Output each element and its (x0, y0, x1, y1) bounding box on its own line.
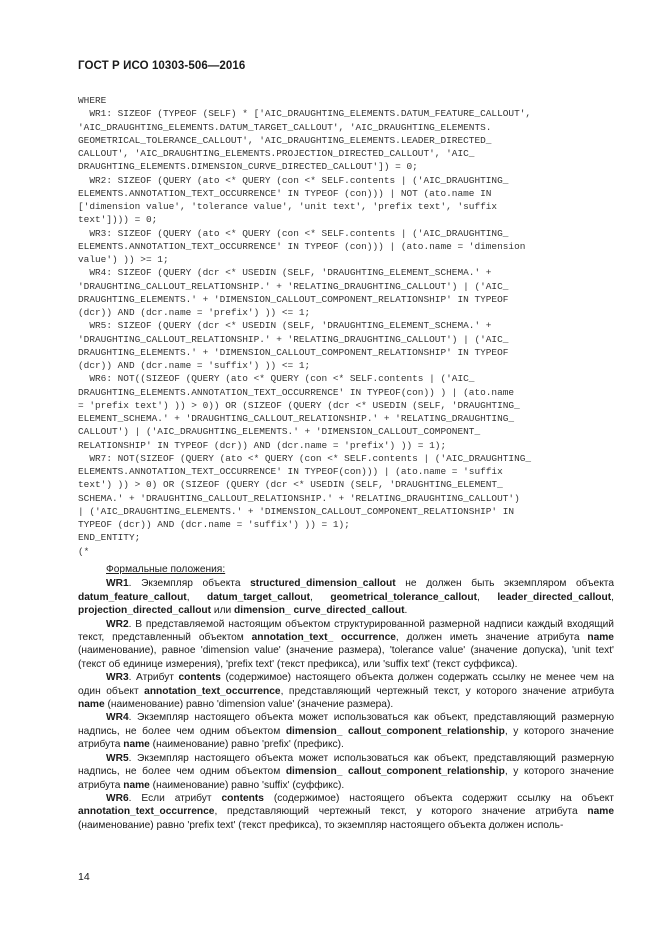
code-line: (dcr)) AND (dcr.name = 'prefix') )) <= 1; (78, 307, 311, 318)
text-run: , представляющий чертежный текст, у которого значение атрибута (280, 685, 615, 697)
code-line: WR5: SIZEOF (QUERY (dcr <* USEDIN (SELF, 'DRAUGHTING_ELEMENT_SCHEMA.' + (78, 320, 492, 332)
bold-term: dimension_ curve_directed_callout (234, 605, 405, 617)
text-run: (содержимое) настоящего объекта содержит ссылку на объект (263, 792, 614, 804)
code-line: ELEMENTS.ANNOTATION_TEXT_OCCURRENCE' IN TYPEOF (con))) | NOT (ato.name IN (78, 187, 492, 199)
bold-term: projection_directed_callout (78, 605, 212, 617)
text-run: . Атрибут (128, 672, 179, 684)
code-line: WR4: SIZEOF (QUERY (dcr <* USEDIN (SELF, 'DRAUGHTING_ELEMENT_SCHEMA.' + (78, 267, 492, 279)
text-run: . (404, 605, 408, 617)
code-line: DRAUGHTING_ELEMENTS.ANNOTATION_TEXT_OCCURRENCE' IN TYPEOF(con)) ) | (ato.name (78, 386, 515, 398)
code-line: 'DRAUGHTING_CALLOUT_RELATIONSHIP.' + 'RELATING_DRAUGHTING_CALLOUT') | ('AIC_ (78, 280, 509, 292)
page-number: 14 (78, 871, 90, 883)
code-line: text']))) = 0; (78, 214, 158, 226)
text-run: . В представляемой настоящим объектом структурированной размерной надписи каждый входящий текст, представленный объектом (78, 618, 614, 644)
bold-term: name (587, 806, 614, 818)
bold-term: contents (178, 672, 221, 684)
bold-term: leader_directed_callout (497, 591, 612, 603)
bold-term: WR6 (106, 792, 129, 804)
text-run: , (310, 591, 331, 603)
code-line: SCHEMA.' + 'DRAUGHTING_CALLOUT_RELATIONSHIP.' + 'RELATING_DRAUGHTING_CALLOUT') (78, 492, 520, 504)
bold-term: WR5 (106, 752, 129, 764)
code-line: ELEMENTS.ANNOTATION_TEXT_OCCURRENCE' IN TYPEOF (con))) | (ato.name = 'dimension (78, 240, 526, 252)
text-run: , у которого значение атрибута (78, 766, 614, 791)
code-line: (* (78, 545, 90, 557)
code-line: DRAUGHTING_ELEMENTS.' + 'DIMENSION_CALLOUT_COMPONENT_RELATIONSHIP' IN TYPEOF (78, 346, 509, 358)
text-run: , должен иметь значение атрибута (395, 632, 588, 644)
code-line: | ('AIC_DRAUGHTING_ELEMENTS.' + 'DIMENSION_CALLOUT_COMPONENT_RELATIONSHIP' IN (78, 505, 515, 517)
bold-term: structured_dimension_callout (250, 578, 396, 590)
text-run: , у которого значение атрибута (78, 725, 614, 751)
text-run: , (611, 591, 614, 603)
code-line: ELEMENTS.ANNOTATION_TEXT_OCCURRENCE' IN TYPEOF(con))) | (ato.name = 'suffix (78, 466, 503, 477)
bold-term: WR1 (106, 578, 129, 590)
code-line: CALLOUT') | ('AIC_DRAUGHTING_ELEMENTS.' + 'DIMENSION_CALLOUT_COMPONENT_ (78, 426, 481, 438)
code-line: 'AIC_DRAUGHTING_ELEMENTS.DATUM_TARGET_CALLOUT', 'AIC_DRAUGHTING_ELEMENTS. (78, 121, 492, 133)
bold-term: name (78, 699, 105, 711)
code-line: WR2: SIZEOF (QUERY (ato <* QUERY (con <* SELF.contents | ('AIC_DRAUGHTING_ (78, 174, 509, 186)
code-line: GEOMETRICAL_TOLERANCE_CALLOUT', 'AIC_DRAUGHTING_ELEMENTS.LEADER_DIRECTED_ (78, 134, 492, 146)
code-line: WR3: SIZEOF (QUERY (ato <* QUERY (con <* SELF.contents | ('AIC_DRAUGHTING_ (78, 227, 509, 239)
code-line: END_ENTITY; (78, 532, 141, 544)
rule-wr2 (78, 618, 614, 672)
bold-term: name (123, 779, 150, 791)
rule-wr1 (78, 577, 614, 617)
rule-wr4 (78, 711, 614, 751)
express-code-block (78, 94, 618, 558)
code-line: text') )) > 0) OR (SIZEOF (QUERY (dcr <* USEDIN (SELF, 'DRAUGHTING_ELEMENT_ (78, 479, 503, 491)
bold-term: WR3 (106, 672, 129, 684)
text-run: (наименование), равное 'dimension value' (значение размера), 'tolerance value' (значение допуска), 'unit text' (текст об единице измерения), 'prefix text' (текст префикса), или 'suffix text' (текст суффикса). (78, 645, 614, 670)
code-line: RELATIONSHIP' IN TYPEOF (dcr)) AND (dcr.name = 'prefix') )) = 1); (78, 439, 447, 451)
bold-term: annotation_text_ occurrence (251, 632, 396, 644)
bold-term: name (123, 739, 150, 751)
code-line: value') )) >= 1; (78, 254, 169, 265)
code-line: WHERE (78, 95, 107, 106)
text-run: , (186, 591, 208, 603)
bold-term: annotation_text_occurrence (78, 806, 215, 818)
code-line: = 'prefix text') )) > 0)) OR (SIZEOF (QUERY (dcr <* USEDIN (SELF, 'DRAUGHTING_ (78, 399, 520, 411)
bold-term: dimension_ callout_component_relationship (285, 766, 505, 778)
rule-wr6 (78, 792, 614, 832)
text-run: . Экземпляр настоящего объекта может использоваться как объект, представляющий размерную надпись, не более чем одним объектом (78, 712, 614, 737)
text-run: (наименование) равно 'dimension value' (значение размера). (104, 699, 394, 711)
text-run: или (211, 605, 235, 617)
code-line: CALLOUT', 'AIC_DRAUGHTING_ELEMENTS.PROJECTION_DIRECTED_CALLOUT', 'AIC_ (78, 148, 475, 159)
bold-term: geometrical_tolerance_callout (330, 591, 478, 603)
bold-term: datum_feature_callout (78, 591, 187, 603)
code-line: 'DRAUGHTING_CALLOUT_RELATIONSHIP.' + 'RELATING_DRAUGHTING_CALLOUT') | ('AIC_ (78, 333, 509, 345)
code-line: DRAUGHTING_ELEMENTS.DIMENSION_CURVE_DIRECTED_CALLOUT']) = 0; (78, 161, 418, 173)
bold-term: name (587, 632, 614, 644)
text-run: (наименование) равно 'prefix text' (текст префикса), то экземпляр настоящего объекта должен исполь- (78, 819, 564, 831)
rule-wr3 (78, 671, 614, 711)
formal-propositions-heading: Формальные положения: (106, 564, 226, 575)
bold-term: dimension_ callout_component_relationship (285, 725, 505, 737)
bold-term: annotation_text_occurrence (144, 685, 281, 697)
text-run: (наименование) равно 'suffix' (суффикс). (149, 779, 345, 791)
text-run: , представляющий чертежный текст, у которого значение атрибута (214, 806, 588, 818)
text-run: не должен быть экземпляром объекта (395, 578, 614, 590)
text-run: (наименование) равно 'prefix' (префикс). (149, 739, 344, 751)
formal-propositions (78, 563, 614, 832)
bold-term: WR2 (106, 618, 129, 630)
code-line: ['dimension value', 'tolerance value', 'unit text', 'prefix text', 'suffix (78, 201, 498, 212)
code-line: WR7: NOT(SIZEOF (QUERY (ato <* QUERY (con <* SELF.contents | ('AIC_DRAUGHTING_ (78, 452, 532, 464)
text-run: . Если атрибут (128, 792, 222, 804)
code-line: (dcr)) AND (dcr.name = 'suffix') )) <= 1; (78, 360, 311, 371)
code-line: DRAUGHTING_ELEMENTS.' + 'DIMENSION_CALLOUT_COMPONENT_RELATIONSHIP' IN TYPEOF (78, 293, 509, 305)
document-header: ГОСТ Р ИСО 10303-506—2016 (78, 60, 246, 72)
code-line: TYPEOF (dcr)) AND (dcr.name = 'suffix') )) = 1); (78, 519, 350, 530)
code-line: ELEMENT_SCHEMA.' + 'DRAUGHTING_CALLOUT_RELATIONSHIP.' + 'RELATING_DRAUGHTING_ (78, 413, 515, 424)
text-run: . Экземпляр объекта (128, 578, 251, 590)
text-run: (содержимое) настоящего объекта должен содержать ссылку не менее чем на один объект (78, 672, 614, 697)
rule-wr5 (78, 752, 614, 792)
text-run: , (477, 591, 498, 603)
text-run: . Экземпляр настоящего объекта может использоваться как объект, представляющий размерную надпись, не более чем одним объектом (78, 752, 614, 778)
code-line: WR1: SIZEOF (TYPEOF (SELF) * ['AIC_DRAUGHTING_ELEMENTS.DATUM_FEATURE_CALLOUT', (78, 108, 532, 120)
code-line: WR6: NOT((SIZEOF (QUERY (ato <* QUERY (con <* SELF.contents | ('AIC_ (78, 373, 475, 385)
bold-term: WR4 (106, 712, 129, 724)
bold-term: datum_target_callout (207, 591, 311, 603)
bold-term: contents (221, 792, 264, 804)
